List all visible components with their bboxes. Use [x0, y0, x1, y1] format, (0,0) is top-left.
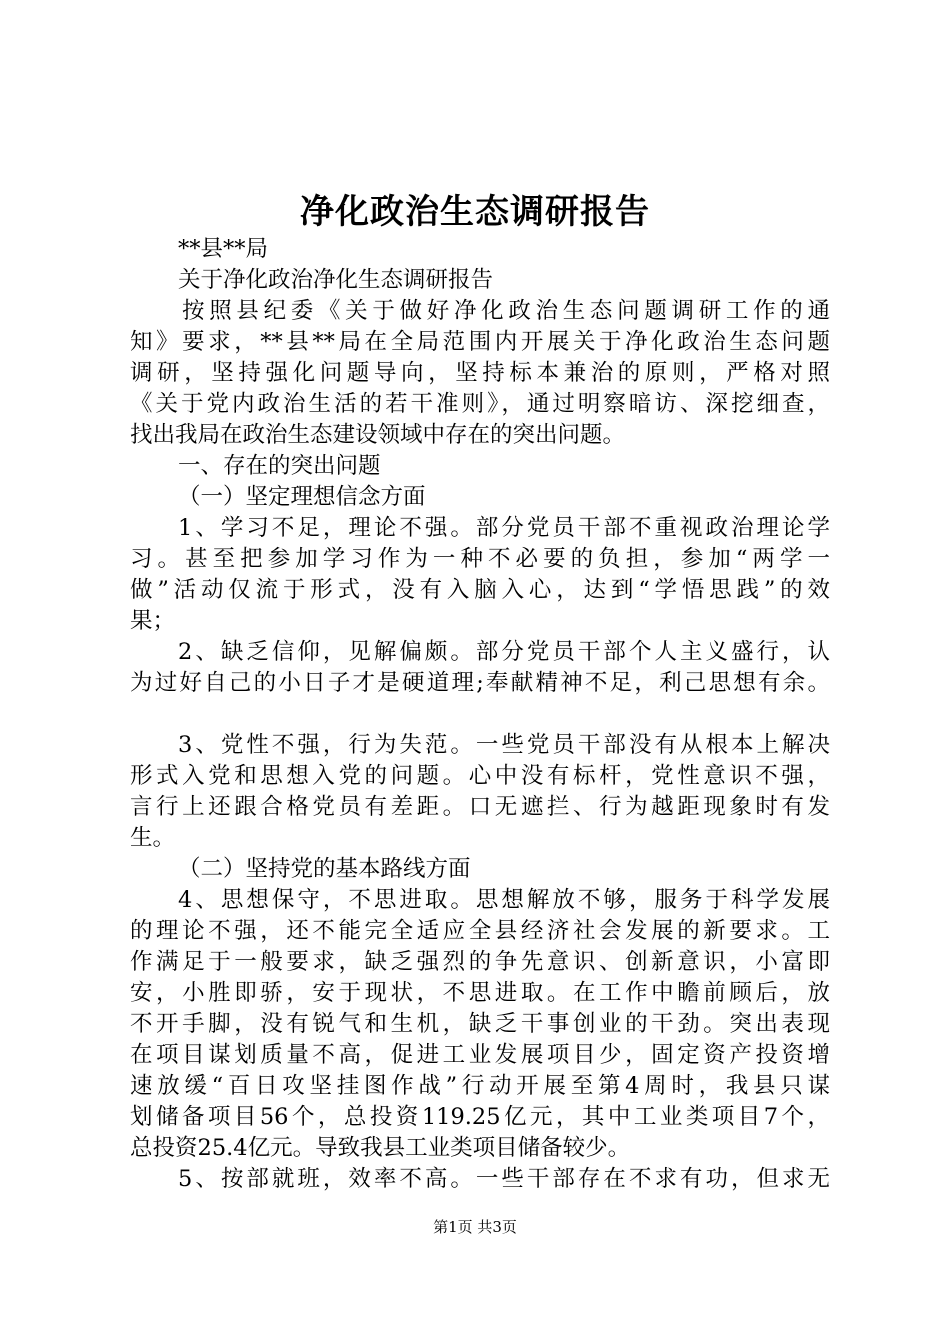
paragraph-line: 《关于党内政治生活的若干准则》，通过明察暗访、深挖细查，: [130, 391, 830, 417]
paragraph-line: 3、党性不强，行为失范。一些党员干部没有从根本上解决: [178, 732, 830, 758]
subtitle-line: 关于净化政治净化生态调研报告: [178, 267, 494, 293]
paragraph-line: 1、学习不足，理论不强。部分党员干部不重视政治理论学: [178, 515, 830, 541]
subsection-heading: （一）坚定理想信念方面: [178, 484, 426, 510]
paragraph-line: 知》要求，**县**局在全局范围内开展关于净化政治生态问题: [130, 329, 830, 355]
paragraph-line: 果；: [130, 608, 176, 634]
paragraph-line: 生。: [130, 825, 176, 851]
paragraph-line: 速放缓“百日攻坚挂图作战”行动开展至第4周时，我县只谋: [130, 1073, 830, 1099]
paragraph-line: 为过好自己的小日子才是硬道理;奉献精神不足，利己思想有余。: [130, 670, 830, 696]
page-number: 第1页 共3页: [433, 1218, 517, 1236]
paragraph-line: 习。甚至把参加学习作为一种不必要的负担，参加“两学一: [130, 546, 830, 572]
paragraph-line: 按照县纪委《关于做好净化政治生态问题调研工作的通: [182, 298, 830, 324]
document-title: 净化政治生态调研报告: [300, 192, 650, 232]
paragraph-line: 言行上还跟合格党员有差距。口无遮拦、行为越距现象时有发: [130, 794, 830, 820]
subsection-heading: （二）坚持党的基本路线方面: [178, 856, 471, 882]
paragraph-line: 2、缺乏信仰，见解偏颇。部分党员干部个人主义盛行，认: [178, 639, 830, 665]
paragraph-line: 4、思想保守，不思进取。思想解放不够，服务于科学发展: [178, 887, 830, 913]
paragraph-line: 作满足于一般要求，缺乏强烈的争先意识、创新意识，小富即: [130, 949, 830, 975]
paragraph-line: 形式入党和思想入党的问题。心中没有标杆，党性意识不强，: [130, 763, 830, 789]
document-body: [130, 234, 830, 1195]
blank-line: [130, 699, 830, 730]
paragraph-line: 的理论不强，还不能完全适应全县经济社会发展的新要求。工: [130, 918, 830, 944]
author-line: **县**局: [178, 236, 269, 262]
paragraph-line: 调研，坚持强化问题导向，坚持标本兼治的原则，严格对照: [130, 360, 830, 386]
paragraph-line: 划储备项目56个，总投资119.25亿元，其中工业类项目7个，: [130, 1104, 830, 1130]
paragraph-line: 做”活动仅流于形式，没有入脑入心，达到“学悟思践”的效: [130, 577, 830, 603]
paragraph-line: 总投资25.4亿元。导致我县工业类项目储备较少。: [130, 1135, 631, 1161]
paragraph-line: 不开手脚，没有锐气和生机，缺乏干事创业的干劲。突出表现: [130, 1011, 830, 1037]
section-heading: 一、存在的突出问题: [178, 453, 381, 479]
paragraph-line: 安，小胜即骄，安于现状，不思进取。在工作中瞻前顾后，放: [130, 980, 830, 1006]
paragraph-line: 在项目谋划质量不高，促进工业发展项目少，固定资产投资增: [130, 1042, 830, 1068]
paragraph-line: 找出我局在政治生态建设领域中存在的突出问题。: [130, 422, 626, 448]
paragraph-line: 5、按部就班，效率不高。一些干部存在不求有功，但求无: [178, 1166, 830, 1192]
